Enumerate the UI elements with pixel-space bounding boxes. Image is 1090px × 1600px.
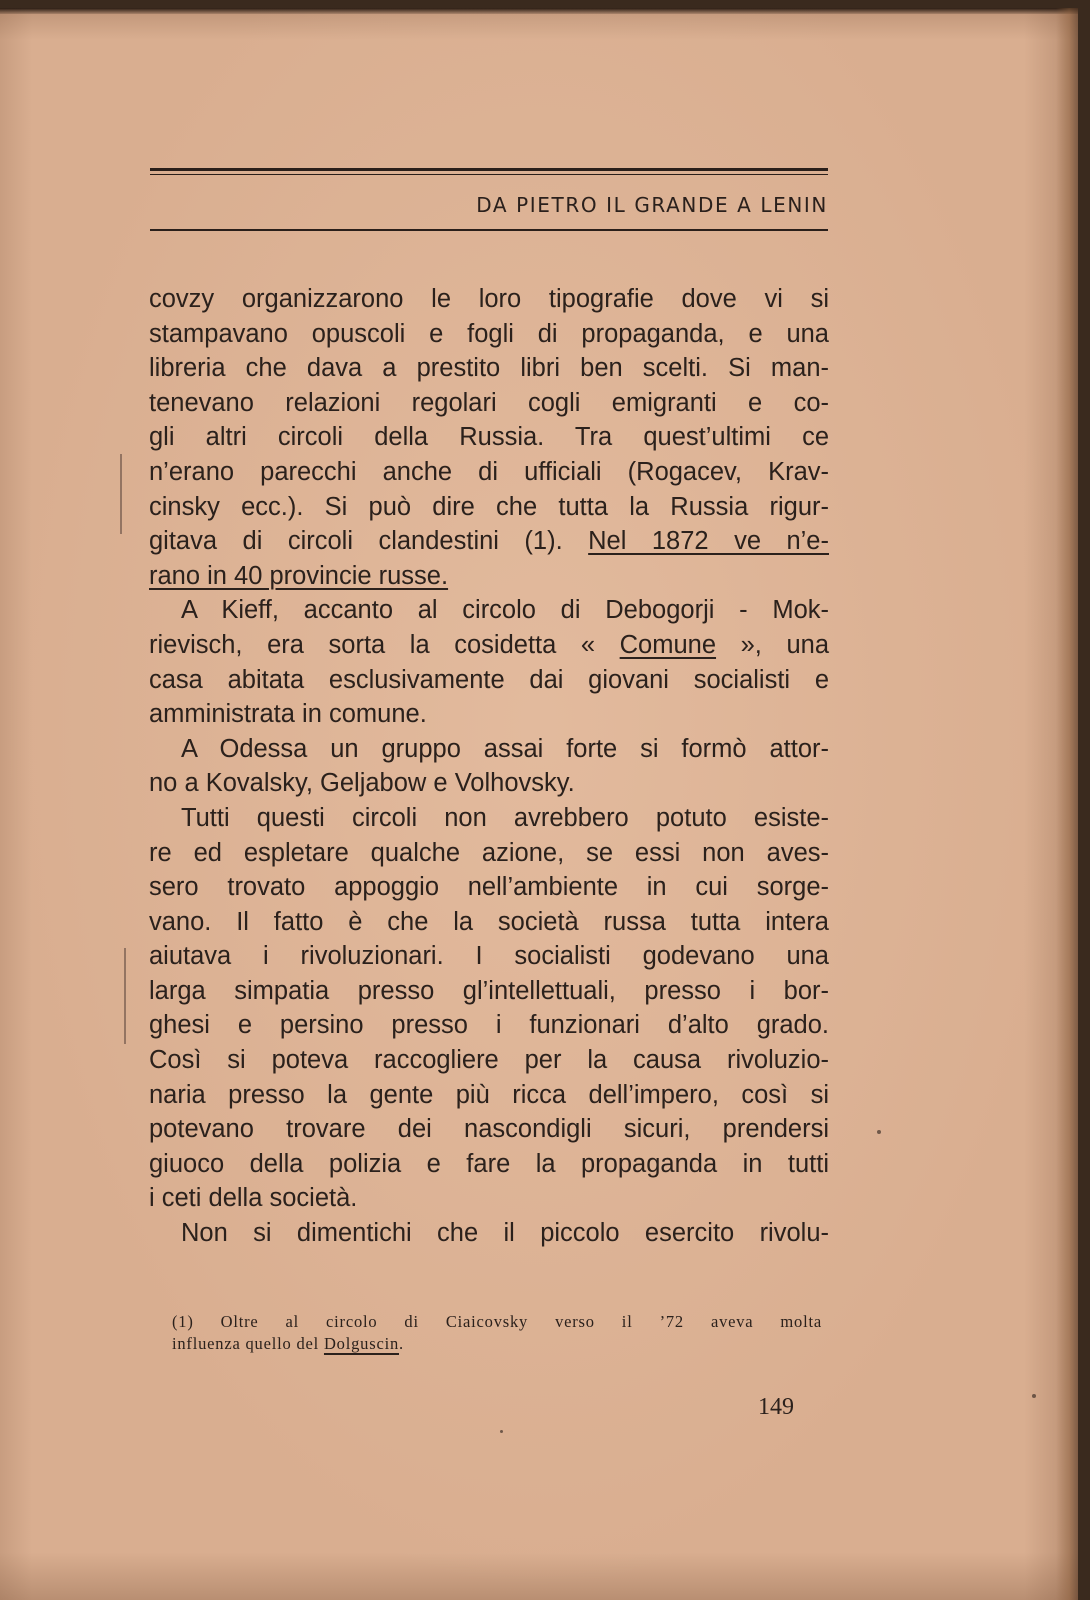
text-line: sero trovato appoggio nell’ambiente in cui sorge- bbox=[149, 873, 829, 902]
running-head: DA PIETRO IL GRANDE A LENIN bbox=[476, 193, 828, 217]
text-line: larga simpatia presso gl’intellettuali, presso i bor- bbox=[149, 976, 829, 1005]
paper-speck bbox=[500, 1430, 503, 1433]
margin-pencil-mark bbox=[124, 948, 126, 1044]
header-rule-top bbox=[150, 168, 828, 171]
book-page bbox=[0, 8, 1078, 1600]
text-line: tenevano relazioni regolari cogli emigranti e co- bbox=[149, 388, 829, 417]
text-line: Non si dimentichi che il piccolo esercito rivolu- bbox=[181, 1219, 829, 1248]
underlined-segment: Comune bbox=[619, 630, 717, 659]
text-line: giuoco della polizia e fare la propaganda in tutti bbox=[149, 1149, 829, 1178]
underlined-segment: Dolguscin bbox=[323, 1334, 399, 1353]
text-line bbox=[149, 524, 829, 559]
text-line bbox=[149, 628, 829, 663]
footnote-line bbox=[172, 1333, 822, 1355]
page-number: 149 bbox=[758, 1394, 794, 1420]
header-rule-bottom bbox=[150, 229, 828, 231]
text-line: gli altri circoli della Russia. Tra quest’ultimi ce bbox=[149, 423, 829, 452]
text-line: amministrata in comune. bbox=[149, 700, 427, 729]
page-header bbox=[150, 168, 828, 231]
text-line: vano. Il fatto è che la società russa tutta intera bbox=[149, 907, 829, 936]
underlined-segment: Nel 1872 ve n’e- bbox=[588, 527, 829, 556]
text-line: n’erano parecchi anche di ufficiali (Rogacev, Krav- bbox=[149, 457, 829, 486]
text-line: aiutava i rivoluzionari. I socialisti godevano una bbox=[149, 942, 829, 971]
text-line: naria presso la gente più ricca dell’impero, così si bbox=[149, 1080, 829, 1109]
footnote bbox=[172, 1311, 822, 1355]
text-line: stampavano opuscoli e fogli di propaganda, e una bbox=[149, 319, 829, 348]
text-line: i ceti della società. bbox=[149, 1184, 358, 1213]
text-line: no a Kovalsky, Geljabow e Volhovsky. bbox=[149, 769, 575, 798]
text-line: potevano trovare dei nascondigli sicuri, prendersi bbox=[149, 1115, 829, 1144]
text-line: A Odessa un gruppo assai forte si formò attor- bbox=[181, 734, 829, 763]
text-line: covzy organizzarono le loro tipografie dove vi si bbox=[149, 285, 829, 313]
text-line: A Kieff, accanto al circolo di Debogorji - Mok- bbox=[181, 596, 829, 625]
text-line-underlined: rano in 40 provincie russe. bbox=[149, 561, 449, 590]
footnote-line: (1) Oltre al circolo di Ciaicovsky verso il ’72 aveva molta bbox=[172, 1312, 822, 1331]
paper-speck bbox=[877, 1130, 881, 1134]
text-line: ghesi e persino presso i funzionari d’alto grado. bbox=[149, 1011, 829, 1040]
text-segment: influenza quello del bbox=[172, 1334, 324, 1353]
text-line: Tutti questi circoli non avrebbero potuto esiste- bbox=[181, 803, 829, 832]
text-segment: gitava di circoli clandestini (1). bbox=[149, 527, 589, 556]
page-right-edge bbox=[1056, 8, 1078, 1600]
paper-speck bbox=[1032, 1394, 1036, 1398]
text-line: re ed espletare qualche azione, se essi non aves- bbox=[149, 838, 829, 867]
page-top-edge bbox=[0, 8, 1078, 14]
header-rule-top-thin bbox=[150, 174, 828, 175]
text-line: casa abitata esclusivamente dai giovani socialisti e bbox=[149, 665, 829, 694]
text-line: cinsky ecc.). Si può dire che tutta la Russia rigur- bbox=[149, 492, 829, 521]
text-segment: . bbox=[399, 1334, 404, 1353]
text-segment: rievisch, era sorta la cosidetta « bbox=[149, 630, 620, 659]
body-text bbox=[149, 282, 829, 1251]
text-segment: », una bbox=[716, 630, 830, 659]
text-line: Così si poteva raccogliere per la causa rivoluzio- bbox=[149, 1046, 829, 1075]
margin-pencil-mark bbox=[120, 454, 122, 534]
text-line: libreria che dava a prestito libri ben scelti. Si man- bbox=[149, 354, 829, 383]
